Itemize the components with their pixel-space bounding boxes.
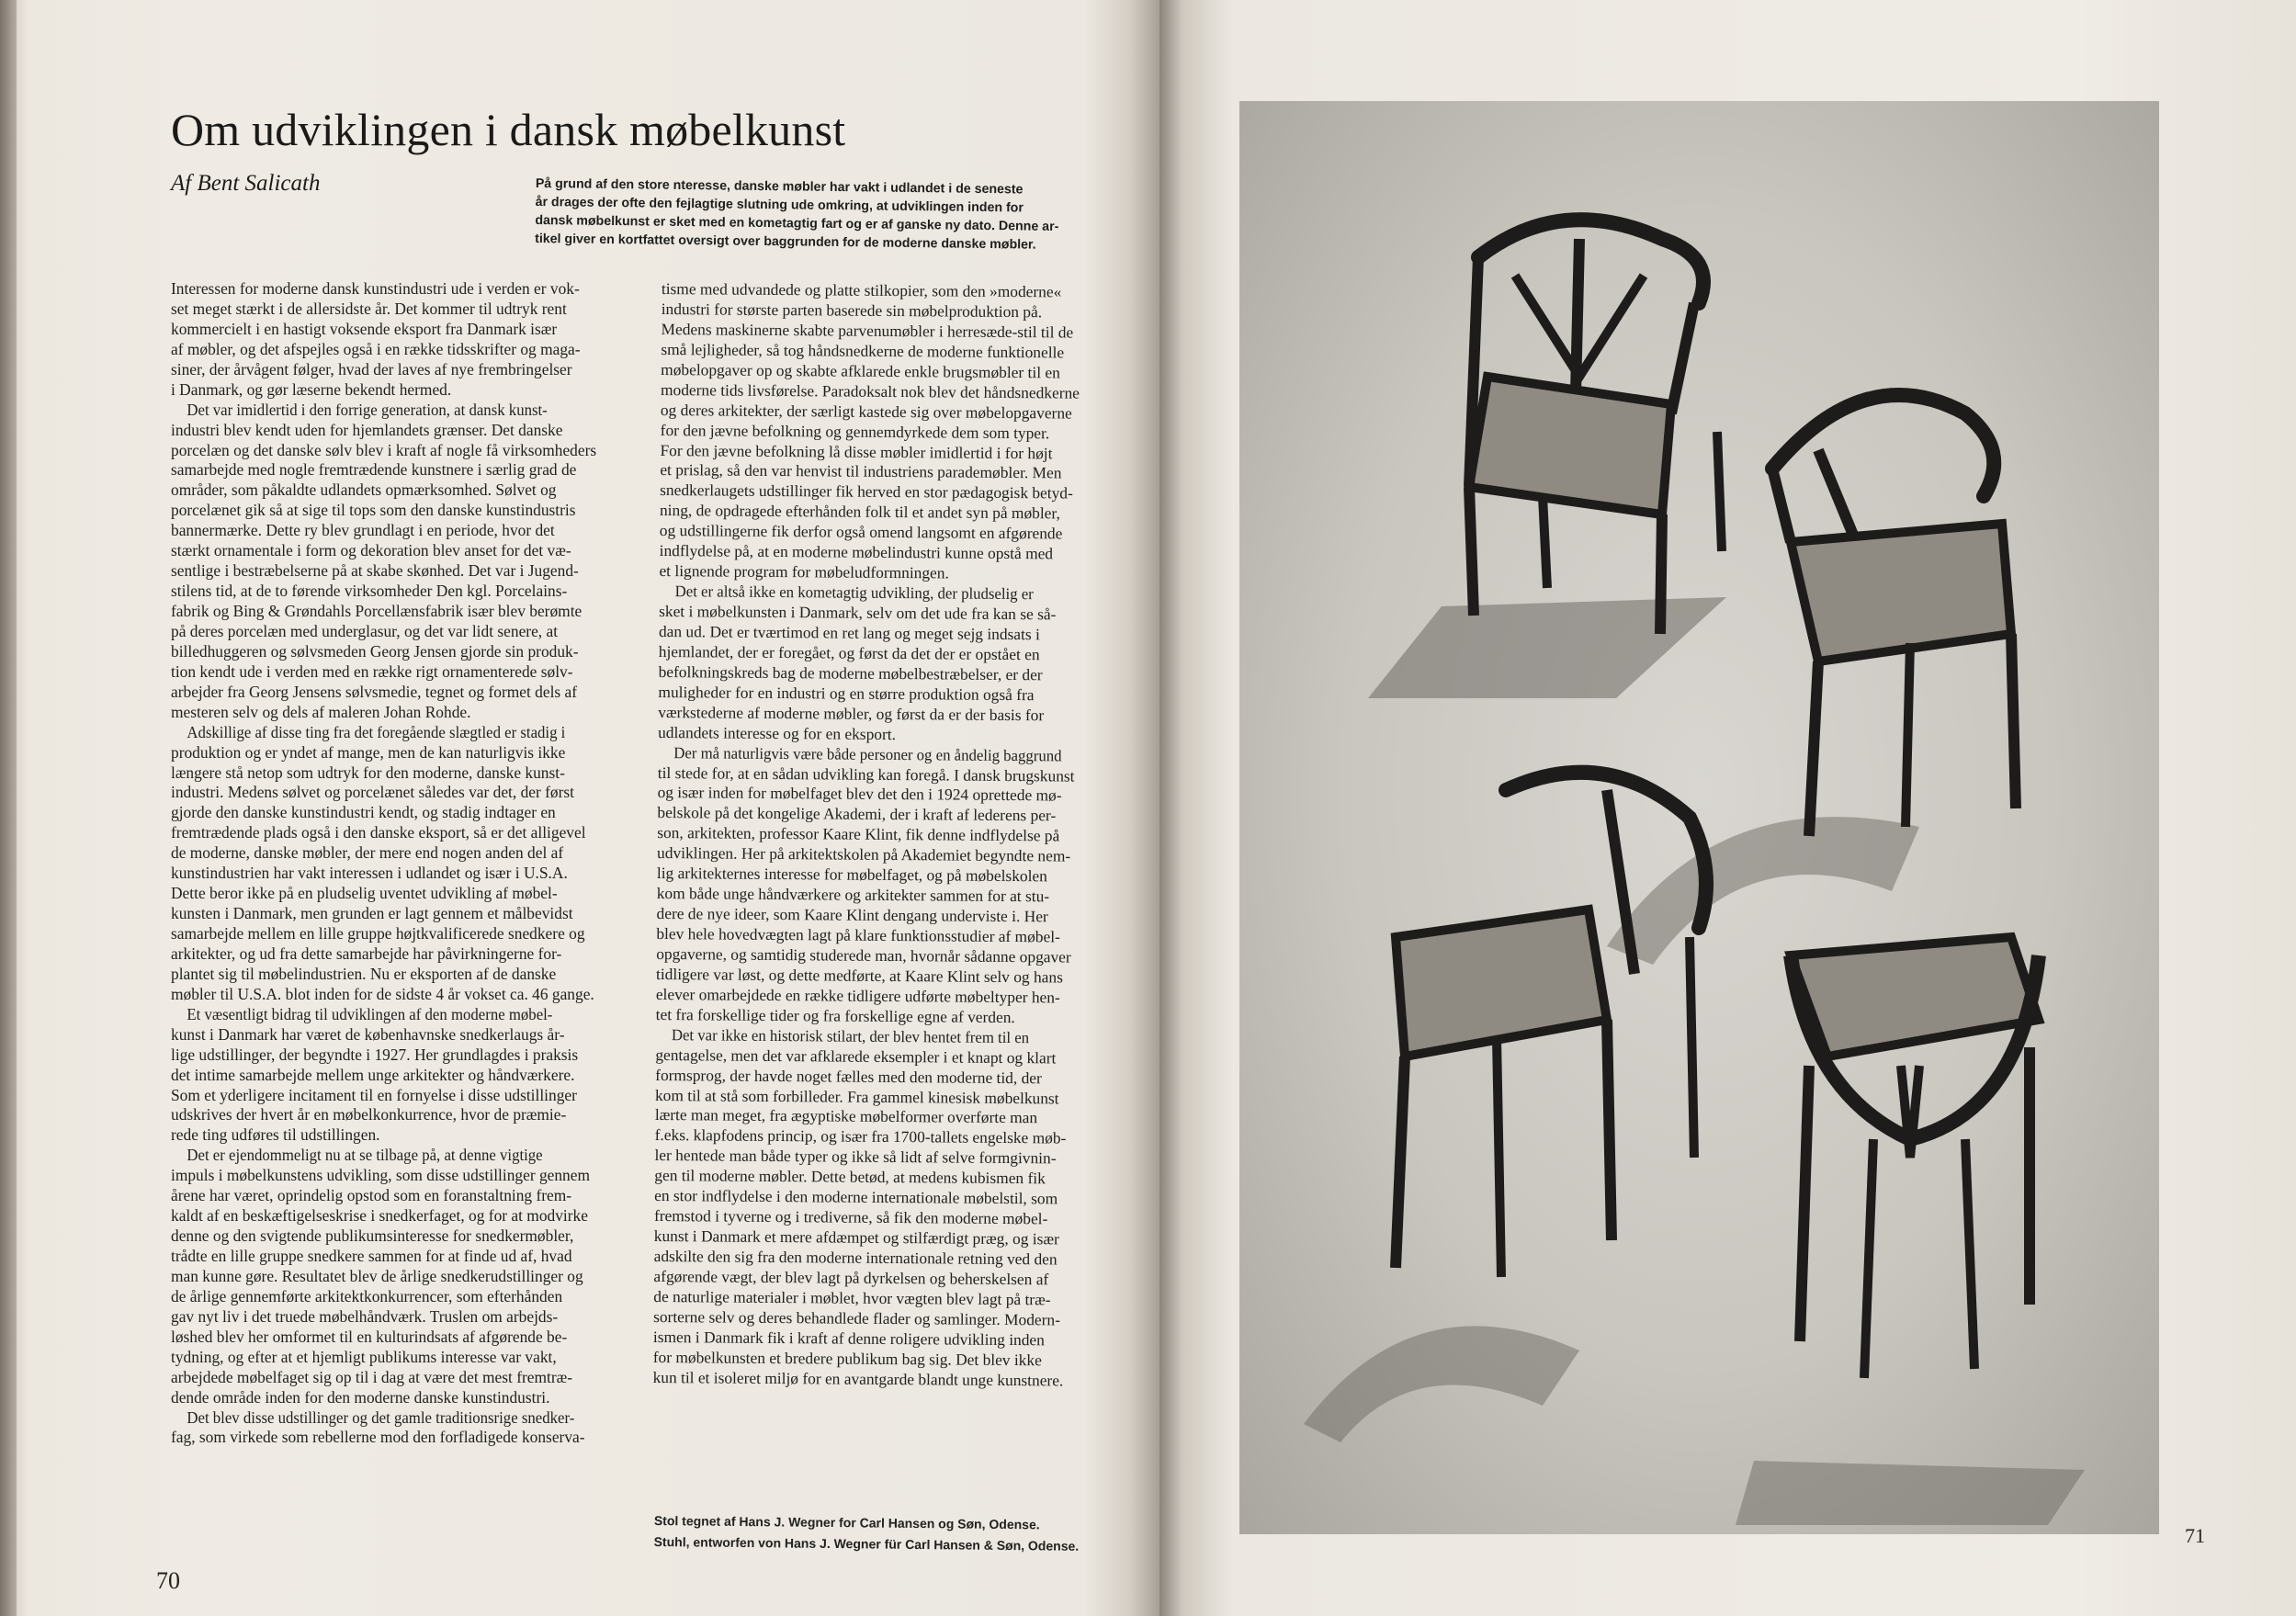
text-line: for den jævne befolkning og gennemdyrkede dem som typer. [660, 420, 1050, 442]
text-column-2 [653, 279, 1121, 1391]
text-line: af møbler, og det afspejles også i en række tidsskrifter og maga- [171, 339, 581, 358]
text-line: afgørende vægt, der blev lagt på dyrkelsen og beherskelsen af [653, 1266, 1049, 1289]
text-line: siner, der årvågent følger, hvad der laves af nye frembringelser [171, 359, 572, 379]
article-lead [535, 175, 1160, 255]
text-line: opgaverne, og samtidig studerede man, hvornår sådanne opgaver [656, 944, 1071, 966]
text-line: udviklingen. Her på arkitektskolen på Akademiet begyndte nem- [657, 843, 1071, 865]
text-line: rede ting udføres til udstillingen. [171, 1125, 380, 1145]
text-line: kommercielt i en hastigt voksende eksport fra Danmark især [171, 319, 558, 338]
text-line: et prislag, så den var henvist til industriens parademøbler. Men [660, 460, 1062, 482]
text-line: kaldt af en beskæftigelseskrise i snedkerfaget, og for at modvirke [171, 1206, 588, 1226]
text-line: og deres arkitekter, der særligt kastede sig over møbelopgaverne [660, 400, 1072, 423]
text-line: snedkerlaugets udstillinger fik herved en stor pædagogisk betyd- [660, 480, 1073, 503]
text-line: kom både unge håndværkere og arkitekter sammen for at stu- [656, 884, 1050, 906]
photo-caption [654, 1510, 1132, 1557]
text-line: dan ud. Det er tværtimod en ret lang og meget sejg indsats i [658, 621, 1040, 644]
text-line: kunstindustrien har vakt interessen i udlandet og især i U.S.A. [171, 864, 568, 883]
text-line: Det var imidlertid i den forrige generation, at dansk kunst- [187, 400, 548, 419]
text-line: lige udstillinger, der begyndte i 1927. Her grundlagdes i praksis [171, 1045, 579, 1064]
text-line: det intime samarbejde mellem unge arkitekter og håndværkere. [171, 1065, 575, 1084]
text-line: arbejder fra Georg Jensens sølvsmedie, tegnet og formet dels af [171, 682, 578, 701]
wishbone-chairs-illustration [1239, 101, 2159, 1534]
text-line: arbejdede møbelfaget sig op til i dag at være det mest fremtræ- [171, 1367, 573, 1386]
text-line: sket i møbelkunsten i Danmark, selv om det ude fra kan se så- [659, 601, 1057, 624]
text-line: moderne tids livsførelse. Paradoksalt nok blev det håndsnedkerne [660, 379, 1080, 402]
text-line: de naturlige materialer i møblet, hvor vægten blev lagt på træ- [653, 1286, 1051, 1309]
text-line: ler hentede man både typer og ikke så lidt af selve formgivnin- [654, 1146, 1057, 1168]
text-line: fabrik og Bing & Grøndahls Porcellænsfabrik især blev berømte [171, 602, 582, 620]
text-line: tisme med udvandede og platte stilkopier, som den »moderne« [661, 279, 1062, 301]
text-column-1 [171, 279, 639, 1448]
text-line: Det er altså ikke en kometagtig udvikling, der pludselig er [674, 582, 1034, 604]
text-line: bannermærke. Dette ry blev grundlagt i en periode, hvor det [171, 521, 555, 540]
text-line: sorterne selv og deres behandlede flader og samlinger. Modern- [653, 1306, 1061, 1329]
text-line: industri. Medens sølvet og porcelænet således var det, der først [171, 783, 575, 802]
text-line: f.eks. klapfodens princip, og især fra 1700-tallets engelske møb- [654, 1125, 1067, 1147]
text-line: de moderne, danske møbler, der mere end nogen anden del af [171, 843, 564, 863]
caption-line-german: Stuhl, entworfen von Hans J. Wegner für Carl Hansen & Søn, Odense. [653, 1533, 1080, 1554]
text-line: produktion og er yndet af mange, men de kan naturligvis ikke [171, 742, 566, 762]
text-line: i Danmark, og gør læserne bekendt hermed. [171, 379, 452, 399]
chair-3 [1304, 773, 1706, 1442]
text-line: industri blev kendt uden for hjemlandets grænser. Det danske [171, 420, 563, 439]
text-line: porcelænet gik så at sige til tops som den danske kunstindustris [171, 501, 576, 520]
text-line: længere stå netop som udtryk for den moderne, danske kunst- [171, 763, 565, 782]
text-line: tidligere var løst, og dette medførte, at Kaare Klint selv og hans [655, 964, 1063, 987]
lead-line: år drages der ofte den fejlagtige slutning ude omkring, at udviklingen inden for [535, 194, 1024, 216]
text-line: porcelæn og det danske sølv blev i kraft af nogle få virksomheders [171, 440, 597, 459]
text-line: udlandets interesse og for en eksport. [658, 722, 897, 743]
text-line: møbelopgaver op og skabte afklarede enkle brugsmøbler til en [661, 359, 1060, 382]
text-line: impuls i møbelkunstens udvikling, som disse udstillinger gennem [171, 1166, 591, 1185]
text-line: og især inden for møbelfaget blev det den i 1924 oprettede mø- [657, 783, 1062, 805]
text-line: billedhuggeren og sølvsmeden Georg Jensen gjorde sin produk- [171, 641, 579, 661]
text-line: og udstillingerne fik derfor også omend langsomt en afgørende [659, 521, 1063, 543]
text-line: sentlige i bestræbelserne på at skabe skønhed. Det var i Jugend- [171, 561, 579, 581]
text-line: dende område inden for den moderne danske kunstindustri. [171, 1387, 550, 1407]
text-line: arkitekter, og ud fra dette samarbejde har påvirkningerne for- [171, 944, 562, 963]
text-line: dere de nye ideer, som Kaare Klint dengang underviste i. Her [656, 904, 1048, 926]
text-line: stærkt ornamentale i form og dekoration blev anset for det væ- [171, 541, 571, 560]
text-line: adskilte den sig fra den moderne internationale retning ved den [653, 1246, 1058, 1269]
chair-1 [1368, 220, 1726, 698]
text-line: på deres porcelæn med underglasur, og det var lidt senere, at [171, 621, 559, 640]
text-line: blev hele hovedvægten lagt på klare funktionsstudier af møbel- [656, 923, 1060, 946]
text-line: værkstederne af moderne møbler, og først da er der basis for [658, 702, 1045, 724]
text-line: gjorde den danske kunstindustri kendt, og stadig indtager en [171, 803, 556, 822]
text-line: gav nyt liv i det truede møbelhåndværk. Truslen om arbejds- [171, 1306, 559, 1326]
text-line: Interessen for moderne dansk kunstindustri ude i verden er vok- [171, 279, 580, 298]
page-number-left: 70 [156, 1567, 180, 1594]
text-line: For den jævne befolkning lå disse møbler imidlertid i for højt [660, 440, 1053, 462]
text-line: samarbejde med nogle fremtrædende kunstnere i særlig grad de [171, 460, 577, 480]
text-line: kun til et isoleret miljø for en avantgarde blandt unge kunstnere. [652, 1367, 1064, 1390]
text-line: set meget stærkt i de allersidste år. Det kommer til udtryk rent [171, 299, 567, 318]
text-line: kunst i Danmark har været de københavnske snedkerlaugs år- [171, 1024, 565, 1044]
text-line: Adskillige af disse ting fra det foregående slægtled er stadig i [187, 722, 566, 741]
chair-4 [1736, 937, 2085, 1525]
text-line: udskrives der hvert år en møbelkonkurrence, hvor de præmie- [171, 1105, 567, 1124]
article-title: Om udviklingen i dansk møbelkunst [171, 104, 846, 155]
text-line: Det er ejendommeligt nu at se tilbage på, at denne vigtige [187, 1146, 543, 1165]
text-line: møbler til U.S.A. blot inden for de sidste 4 år vokset ca. 46 gange. [171, 984, 594, 1003]
text-line: indflydelse på, at en moderne møbelindustri kunne opstå med [659, 541, 1054, 563]
caption-line-danish: Stol tegnet af Hans J. Wegner for Carl Hansen og Søn, Odense. [653, 1512, 1040, 1532]
text-line: løshed blev her omformet til en kulturindsats af afgørende be- [171, 1327, 568, 1346]
text-line: Der må naturligvis være både personer og en åndelig baggrund [673, 742, 1062, 764]
text-line: formsprog, der havde noget fælles med den moderne tid, der [655, 1065, 1042, 1087]
text-line: Et væsentligt bidrag til udviklingen af den moderne møbel- [187, 1004, 553, 1023]
lead-line: tikel giver en kortfattet oversigt over baggrunden for de moderne danske møbler. [535, 231, 1036, 253]
text-line: kunst i Danmark et mere afdæmpet og stilfærdigt præg, og især [653, 1226, 1059, 1249]
text-line: hjemlandet, der er foregået, og først da det der er opstået en [658, 641, 1040, 664]
chairs-photo [1239, 101, 2159, 1534]
text-line: små lejligheder, så tog håndsnedkerne de moderne funktionelle [661, 339, 1065, 362]
text-line: tion kendt ude i verden med en række rigt ornamenterede sølv- [171, 661, 573, 681]
text-line: et lignende program for møbeludformningen. [659, 561, 949, 582]
text-line: for møbelkunsten et bredere publikum bag sig. Det blev ikke [652, 1347, 1042, 1369]
text-line: tydning, og efter at et hjemligt publikums interesse var vakt, [171, 1347, 557, 1366]
text-line: trådte en lille gruppe snedkere sammen for at finde ud af, hvad [171, 1247, 572, 1265]
text-line: kom til at stå som forbilleder. Fra gammel kinesisk møbelkunst [654, 1085, 1059, 1107]
page-number-right: 71 [2185, 1524, 2205, 1547]
text-line: industri for største parten baserede sin møbelproduktion på. [661, 299, 1043, 322]
text-line: samarbejde mellem en lille gruppe højtkvalificerede snedkere og [171, 924, 585, 943]
text-line: stilens tid, at de to førende virksomheder Den kgl. Porcelains- [171, 582, 568, 601]
text-line: Som et yderligere incitament til en fornyelse i disse udstillinger [171, 1085, 577, 1104]
lead-line: På grund af den store nteresse, danske møbler har vakt i udlandet i de seneste [535, 175, 1024, 198]
text-line: ning, de opdragede efterhånden folk til et andet syn på møbler, [659, 501, 1060, 523]
text-line: fremtrædende plads også i den danske eksport, så er det alligevel [171, 823, 586, 842]
page-edge [0, 0, 17, 1616]
text-line: man kunne gøre. Resultatet blev de årlige snedkerudstillinger og [171, 1266, 583, 1285]
text-line: Det var ikke en historisk stilart, der blev hentet frem til en [671, 1024, 1030, 1046]
text-line: fremstod i tyverne og i trediverne, så fik den moderne møbel- [653, 1206, 1048, 1228]
text-line: gen til moderne møbler. Dette betød, at medens kubismen fik [654, 1166, 1046, 1188]
text-line: til stede for, at en sådan udvikling kan foregå. I dansk brugskunst [657, 763, 1075, 785]
text-line: elever omarbejdede en række tidligere udførte møbeltyper hen- [655, 984, 1060, 1007]
text-line: Medens maskinerne skabte parvenumøbler i herresæde-stil til de [661, 319, 1074, 342]
text-line: befolkningskreds bag de moderne møbelbestræbelser, er der [658, 661, 1043, 684]
text-line: mesteren selv og dels af maleren Johan Rohde. [171, 702, 471, 721]
text-line: lig arkitekternes interesse for møbelfaget, og på møbelskolen [656, 864, 1047, 886]
text-line: kunsten i Danmark, men grunden er lagt gennem et målbevidst [171, 904, 573, 923]
text-line: Det blev disse udstillinger og det gamle traditionsrige snedker- [187, 1407, 575, 1427]
text-line: gentagelse, men det var afklarede eksempler i et knapt og klart [655, 1045, 1057, 1068]
lead-line: dansk møbelkunst er sket med en kometagtig fart og er af ganske ny dato. Denne ar- [535, 212, 1059, 234]
text-line: Dette beror ikke på en pludselig uventet udvikling af møbel- [171, 884, 558, 903]
text-line: fag, som virkede som rebellerne mod den forfladigede konserva- [171, 1428, 585, 1447]
text-line: lærte man meget, fra ægyptiske møbelformer overførte man [654, 1105, 1038, 1127]
text-line: denne og den svigtende publikumsinteresse for snedkermøbler, [171, 1226, 574, 1246]
text-line: belskole på det kongelige Akademi, der i kraft af lederens per- [657, 803, 1057, 825]
article-byline: Af Bent Salicath [171, 171, 321, 196]
text-line: en stor indflydelse i den moderne internationale møbelstil, som [654, 1186, 1058, 1208]
text-line: årene har været, oprindelig opstod som en foranstaltning frem- [171, 1186, 572, 1205]
text-line: ismen i Danmark fik i kraft af denne roligere udvikling inden [652, 1327, 1045, 1350]
text-line: son, arkitekten, professor Kaare Klint, fik denne indflydelse på [657, 823, 1060, 845]
text-line: de årlige gennemførte arkitektkonkurrencer, som efterhånden [171, 1286, 563, 1305]
text-line: områder, som påkaldte udlandets opmærksomhed. Sølvet og [171, 480, 557, 500]
text-line: muligheder for en industri og en større produktion også fra [658, 682, 1035, 704]
text-line: plantet sig til møbelindustrien. Nu er eksporten af de danske [171, 964, 557, 983]
text-line: tet fra forskellige tider og fra forskellige egne af verden. [655, 1004, 1015, 1026]
